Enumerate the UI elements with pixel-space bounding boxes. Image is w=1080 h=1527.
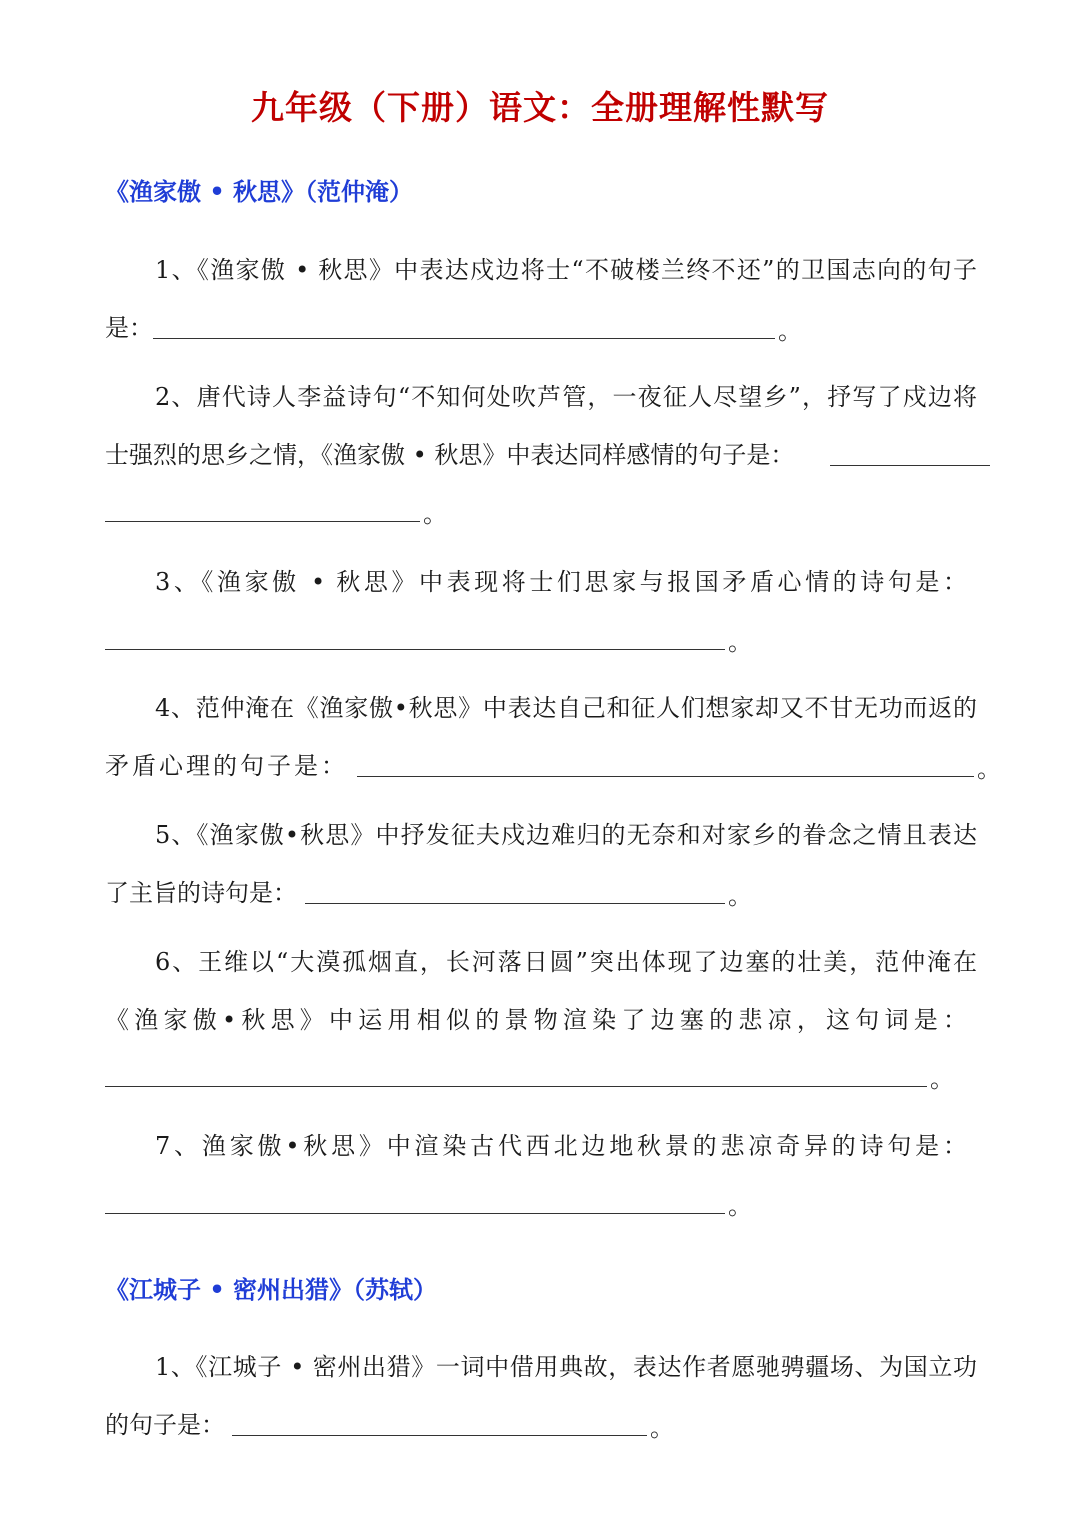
question-4-line-1: 4、范仲淹在《渔家傲•秋思》中表达自己和征人们想家却又不甘无功而返的 <box>155 694 977 722</box>
s2-question-1-line-2: 的句子是： <box>105 1411 225 1439</box>
section-heading-yujiaao: 《渔家傲 • 秋思》（范仲淹） <box>105 177 414 206</box>
question-3-line-1: 3、《渔家傲 • 秋思》中表现将士们思家与报国矛盾心情的诗句是： <box>155 568 967 596</box>
s2-answer-blank-1[interactable] <box>232 1435 647 1436</box>
question-4-line-2: 矛盾心理的句子是： <box>105 752 348 780</box>
question-1-line-2: 是： <box>105 314 153 342</box>
answer-blank-4[interactable] <box>357 776 974 777</box>
answer-blank-2a[interactable] <box>830 465 990 466</box>
question-5-end: 。 <box>728 882 752 910</box>
question-5-line-1: 5、《渔家傲•秋思》中抒发征夫戍边难归的无奈和对家乡的眷念之情且表达 <box>155 821 977 849</box>
question-3-end: 。 <box>728 628 752 656</box>
question-2-line-1: 2、唐代诗人李益诗句“不知何处吹芦管，一夜征人尽望乡”，抒写了戍边将 <box>155 383 977 411</box>
question-6-line-2: 《渔家傲•秋思》中运用相似的景物渲染了边塞的悲凉，这句词是： <box>105 1006 967 1034</box>
question-6-end: 。 <box>930 1065 954 1093</box>
section-heading-jiangchengzi: 《江城子 • 密州出猎》（苏轼） <box>105 1275 438 1304</box>
answer-blank-7[interactable] <box>105 1213 725 1214</box>
question-2-line-2: 士强烈的思乡之情，《渔家傲 • 秋思》中表达同样感情的句子是： <box>105 441 795 469</box>
question-4-end: 。 <box>977 755 1001 783</box>
answer-blank-1[interactable] <box>153 338 775 339</box>
answer-blank-3[interactable] <box>105 649 725 650</box>
answer-blank-5[interactable] <box>305 903 725 904</box>
answer-blank-6[interactable] <box>105 1086 927 1087</box>
s2-question-1-end: 。 <box>650 1414 674 1442</box>
s2-question-1-line-1: 1、《江城子 • 密州出猎》一词中借用典故，表达作者愿驰骋疆场、为国立功 <box>155 1353 977 1381</box>
question-6-line-1: 6、王维以“大漠孤烟直，长河落日圆”突出体现了边塞的壮美，范仲淹在 <box>155 948 977 976</box>
answer-blank-2b[interactable] <box>105 521 420 522</box>
question-1-end: 。 <box>778 317 802 345</box>
question-7-line-1: 7、渔家傲•秋思》中渲染古代西北边地秋景的悲凉奇异的诗句是： <box>155 1132 967 1160</box>
question-1-line-1: 1、《渔家傲 • 秋思》中表达戍边将士“不破楼兰终不还”的卫国志向的句子 <box>155 256 977 284</box>
page-title: 九年级（下册）语文：全册理解性默写 <box>251 88 829 127</box>
question-2-end: 。 <box>423 500 447 528</box>
question-5-line-2: 了主旨的诗句是： <box>105 879 297 907</box>
question-7-end: 。 <box>728 1192 752 1220</box>
